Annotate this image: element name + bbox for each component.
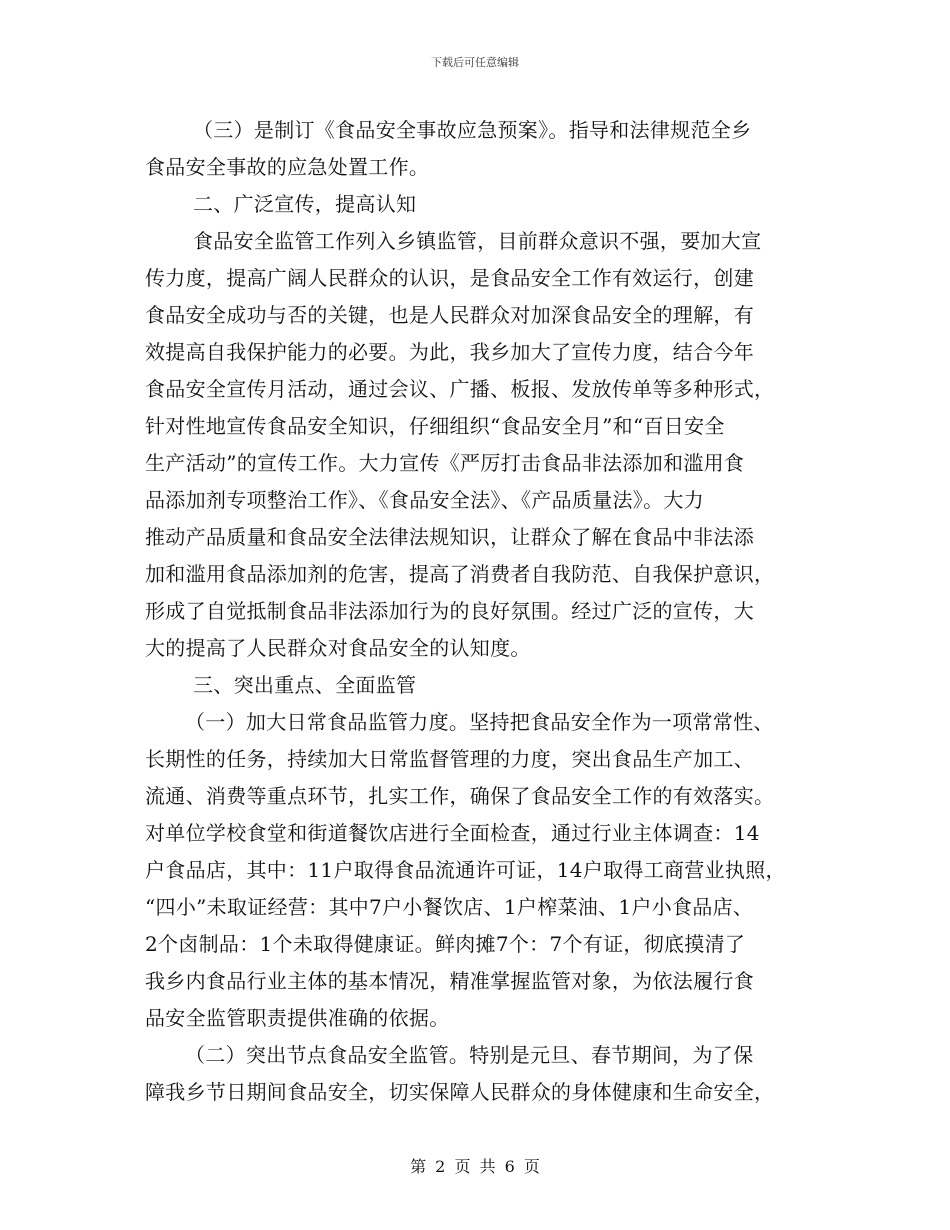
- paragraph-line: 食品安全成功与否的关键，也是人民群众对加深食品安全的理解，有: [145, 303, 754, 327]
- paragraph-line: “四小”未取证经营：其中7户小餐饮店、1户榨菜油、1户小食品店、: [145, 895, 754, 919]
- paragraph-line: 加和滥用食品添加剂的危害，提高了消费者自我防范、自我保护意识，: [145, 562, 775, 586]
- paragraph-line: 食品安全宣传月活动，通过会议、广播、板报、发放传单等多种形式，: [145, 377, 775, 401]
- paragraph-line: 推动产品质量和食品安全法律法规知识，让群众了解在食品中非法添: [145, 525, 754, 549]
- paragraph-line: 生产活动”的宣传工作。大力宣传《严厉打击食品非法添加和滥用食: [145, 451, 745, 475]
- section-heading: 三、突出重点、全面监管: [193, 673, 417, 697]
- paragraph-line: 食品安全事故的应急处置工作。: [145, 155, 430, 179]
- paragraph-line: （一）加大日常食品监管力度。坚持把食品安全作为一项常常性、: [185, 710, 774, 734]
- paragraph-line: 长期性的任务，持续加大日常监督管理的力度，突出食品生产加工、: [145, 747, 754, 771]
- paragraph-line: 形成了自觉抵制食品非法添加行为的良好氛围。经过广泛的宣传，大: [145, 599, 754, 623]
- paragraph-line: 对单位学校食堂和街道餐饮店进行全面检查，通过行业主体调查：14: [145, 821, 760, 845]
- paragraph-line: 大的提高了人民群众对食品安全的认知度。: [145, 636, 531, 660]
- paragraph-line: 我乡内食品行业主体的基本情况，精准掌握监管对象，为依法履行食: [145, 969, 754, 993]
- paragraph-line: 食品安全监管工作列入乡镇监管，目前群众意识不强，要加大宣: [193, 229, 762, 253]
- paragraph-line: 2个卤制品：1个未取得健康证。鲜肉摊7个：7个有证，彻底摸清了: [145, 932, 746, 956]
- document-body: [145, 112, 825, 1111]
- page-number: 第 2 页 共 6 页: [410, 1157, 540, 1176]
- paragraph-line: 效提高自我保护能力的必要。为此，我乡加大了宣传力度，结合今年: [145, 340, 754, 364]
- paragraph-line: 针对性地宣传食品安全知识，仔细组织“食品安全月”和“百日安全: [145, 414, 725, 438]
- paragraph-line: 户食品店，其中：11户取得食品流通许可证，14户取得工商营业执照，: [145, 858, 786, 882]
- paragraph-line: 传力度，提高广阔人民群众的认识，是食品安全工作有效运行，创建: [145, 266, 754, 290]
- paragraph-line: 障我乡节日期间食品安全，切实保障人民群众的身体健康和生命安全，: [145, 1080, 775, 1104]
- paragraph-line: 品安全监管职责提供准确的依据。: [145, 1006, 450, 1030]
- paragraph-line: （二）突出节点食品安全监管。特别是元旦、春节期间，为了保: [185, 1043, 754, 1067]
- section-heading: 二、广泛宣传，提高认知: [193, 192, 417, 216]
- paragraph-line: （三）是制订《食品安全事故应急预案》。指导和法律规范全乡: [193, 118, 752, 142]
- paragraph-line: 流通、消费等重点环节，扎实工作，确保了食品安全工作的有效落实。: [145, 784, 775, 808]
- paragraph-line: 品添加剂专项整治工作》、《食品安全法》、《产品质量法》。大力: [145, 488, 704, 512]
- page-header: 下载后可任意编辑: [431, 56, 519, 69]
